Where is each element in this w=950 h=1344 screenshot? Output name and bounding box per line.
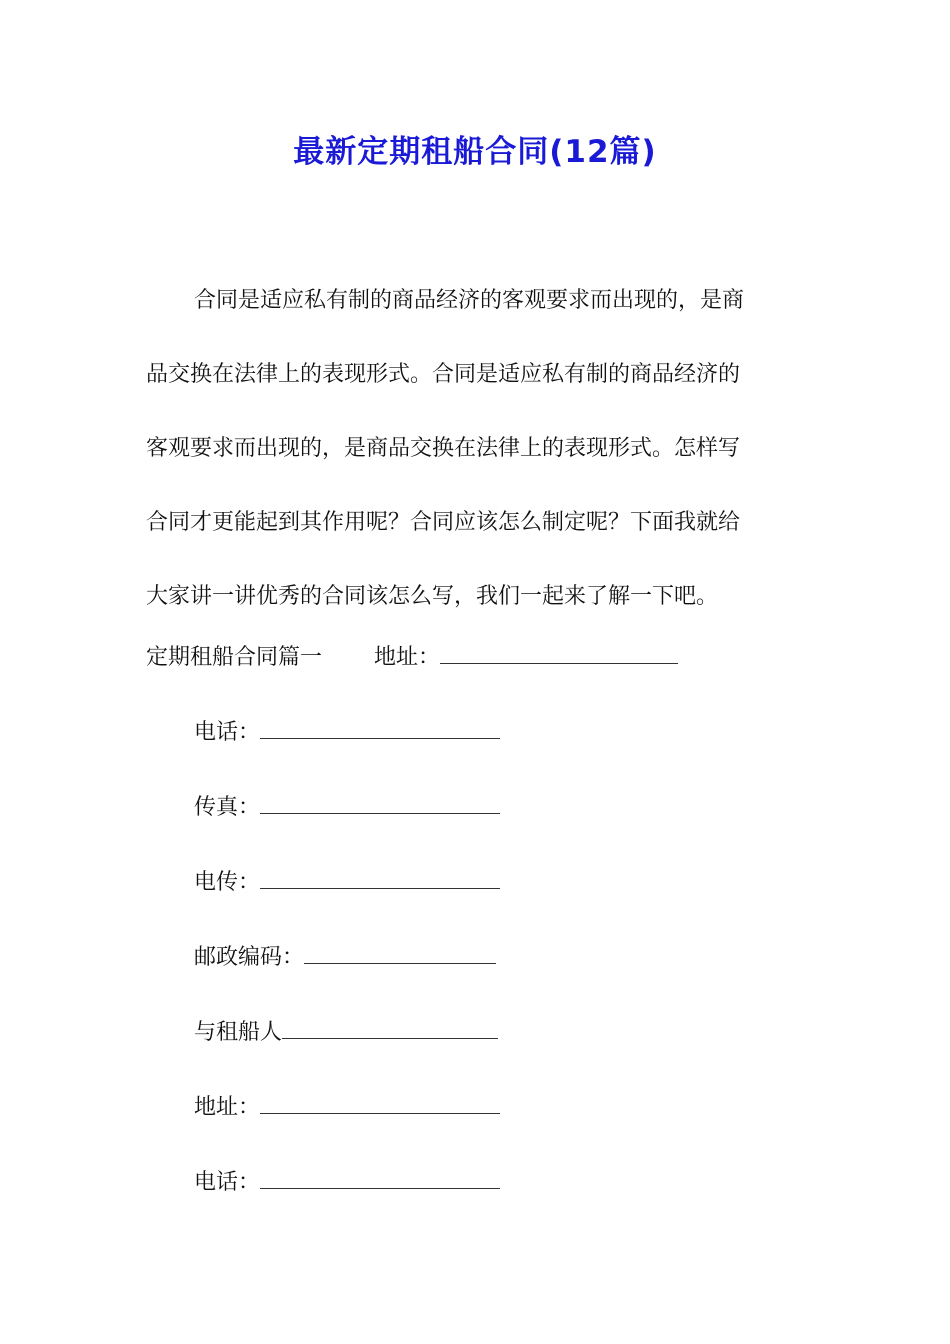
telex-label: 电传： <box>194 870 261 895</box>
intro-line: 品交换在法律上的表现形式。合同是适应私有制的商品经济的 <box>146 362 741 387</box>
phone-label-1: 电话： <box>194 720 261 745</box>
address-blank-2[interactable] <box>260 1093 500 1114</box>
intro-paragraph <box>146 264 806 634</box>
postal-code-row <box>194 942 496 974</box>
address-row-2 <box>194 1092 500 1124</box>
postal-code-blank[interactable] <box>304 943 496 964</box>
postal-code-label: 邮政编码： <box>194 945 305 970</box>
phone-label-2: 电话： <box>194 1170 261 1195</box>
address-blank-1[interactable] <box>440 643 678 664</box>
phone-blank-2[interactable] <box>260 1168 500 1189</box>
phone-row-2 <box>194 1167 500 1199</box>
document-title: 最新定期租船合同(12篇) <box>293 134 657 170</box>
charterer-row <box>194 1017 498 1049</box>
phone-blank-1[interactable] <box>260 718 500 739</box>
intro-line: 合同是适应私有制的商品经济的客观要求而出现的，是商 <box>194 288 745 313</box>
telex-blank[interactable] <box>260 868 500 889</box>
fax-row <box>194 792 500 824</box>
telex-row <box>194 867 500 899</box>
charterer-blank[interactable] <box>282 1018 498 1039</box>
address-label-1: 地址： <box>374 645 441 670</box>
intro-line: 客观要求而出现的，是商品交换在法律上的表现形式。怎样写 <box>146 436 741 461</box>
intro-line: 大家讲一讲优秀的合同该怎么写，我们一起来了解一下吧。 <box>146 584 719 609</box>
address-label-2: 地址： <box>194 1095 261 1120</box>
intro-line: 合同才更能起到其作用呢？合同应该怎么制定呢？下面我就给 <box>146 510 741 535</box>
section-heading-row <box>146 642 678 674</box>
fax-blank[interactable] <box>260 793 500 814</box>
section-heading: 定期租船合同篇一 <box>146 645 323 670</box>
phone-row-1 <box>194 717 500 749</box>
fax-label: 传真： <box>194 795 261 820</box>
charterer-label: 与租船人 <box>194 1020 283 1045</box>
